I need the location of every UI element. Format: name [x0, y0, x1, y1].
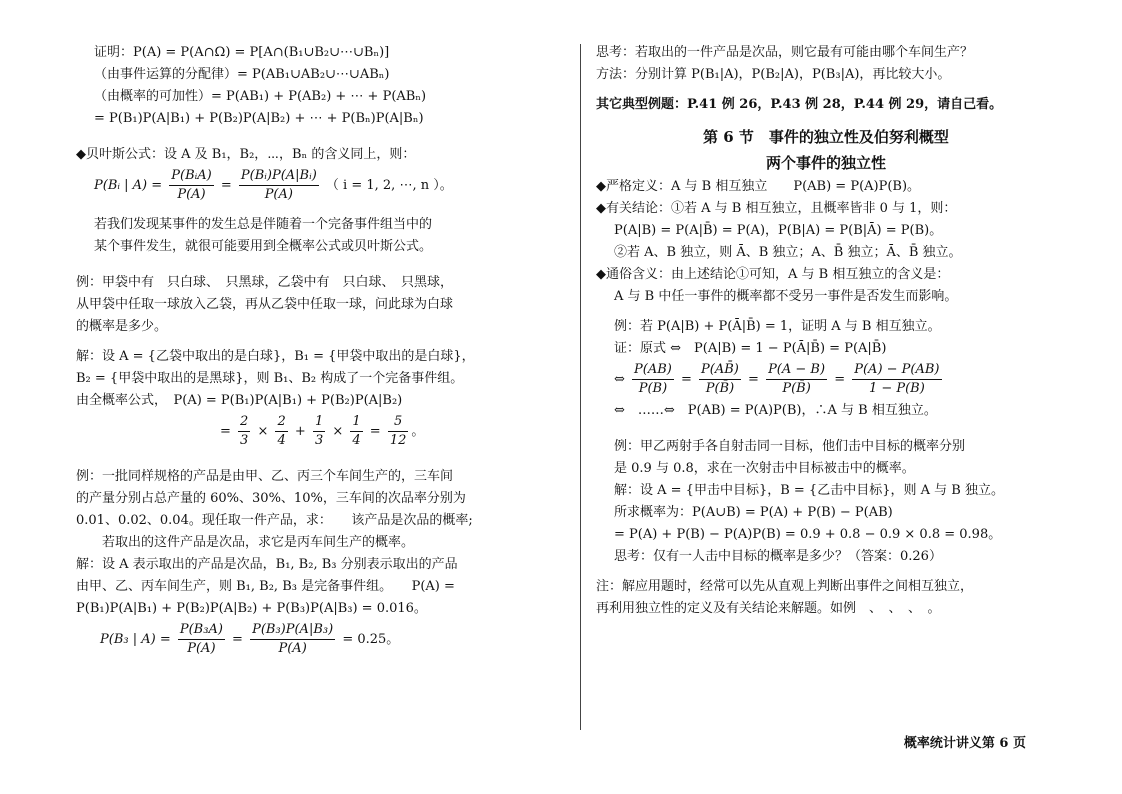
meaning-line: ◆通俗含义：由上述结论①可知，A 与 B 相互独立的含义是： — [596, 267, 950, 282]
other-examples: 其它典型例题：P.41 例 26，P.43 例 28，P.44 例 29，请自己看。 — [596, 97, 1003, 112]
example-1-line: 从甲袋中任取一球放入乙袋，再从乙袋中任取一球，问此球为白球 — [76, 297, 454, 312]
numerator: 2 — [238, 413, 250, 432]
numerator: P(A) − P(AB) — [852, 361, 941, 380]
solution-2-result: = 0.25。 — [342, 632, 400, 647]
example-4-line: 解：设 A = {甲击中目标}，B = {乙击中目标}，则 A 与 B 独立。 — [614, 483, 1004, 498]
fraction — [275, 413, 287, 450]
denominator: 3 — [314, 433, 324, 448]
note-line: 某个事件发生，就很可能要用到全概率公式或贝叶斯公式。 — [94, 239, 433, 254]
right-column — [596, 42, 1056, 620]
fraction — [388, 413, 409, 450]
proof-line: 证明：P(A) = P(A∩Ω) = P[A∩(B₁∪B₂∪⋯∪Bₙ)] — [94, 45, 390, 60]
numerator: 1 — [350, 413, 362, 432]
column-divider — [580, 44, 581, 730]
fraction — [313, 413, 325, 450]
solution-1-line: 解：设 A = {乙袋中取出的是白球}，B₁ = {甲袋中取出的是白球}， — [76, 349, 475, 364]
numerator: P(B₃A) — [178, 621, 225, 640]
sub-title: 两个事件的独立性 — [765, 154, 886, 172]
example-2-line: 0.01、0.02、0.04。现任取一件产品，求： 该产品是次品的概率; — [76, 513, 473, 528]
bayes-tail: （ i = 1, 2, ⋯, n ）。 — [325, 178, 453, 193]
example-4-line: 是 0.9 与 0.8，求在一次射击中目标被击中的概率。 — [614, 461, 915, 476]
proof-line: = P(B₁)P(A|B₁) + P(B₂)P(A|B₂) + ⋯ + P(Bₙ)P(A|Bₙ) — [94, 111, 424, 126]
denominator: P(B̄) — [705, 381, 735, 396]
denominator: P(B̄) — [782, 381, 811, 396]
example-2-line: 若取出的这件产品是次品，求它是丙车间生产的概率。 — [76, 535, 415, 550]
meaning-line: A 与 B 中任一事件的概率都不受另一事件是否发生而影响。 — [614, 289, 958, 304]
think-line: 思考：若取出的一件产品是次品，则它最有可能由哪个车间生产？ — [596, 45, 974, 60]
denominator: P(B) — [638, 381, 668, 396]
definition-line: ◆严格定义：A 与 B 相互独立 P(AB) = P(A)P(B)。 — [596, 179, 921, 194]
denominator: P(A) — [264, 187, 293, 202]
solution-2-lhs: P(B₃ | A) = — [100, 632, 171, 647]
solution-1-result: = $\frac{2}{3}$ × $\frac{2}{4}$ + $\frac{1}{3}$ × $\frac{1}{4}$ = $\frac{5}{12}$ 。 — [220, 414, 425, 448]
bayes-fraction-1 — [169, 167, 213, 204]
bayes-formula: P(Bᵢ | A) = $\frac{\text{P(BᵢA)}}{P(A)}$ = $\frac{\text{P(Bᵢ)P(A|Bᵢ)}}{P(A)}$ （ i = 1, 2, ⋯, n ）。 — [94, 168, 453, 202]
proof-line: （由事件运算的分配律）= P(AB₁∪AB₂∪⋯∪ABₙ) — [94, 67, 390, 82]
numerator: P(Bᵢ)P(A|Bᵢ) — [239, 167, 319, 186]
solution-1-line: 由全概率公式， P(A) = P(B₁)P(A|B₁) + P(B₂)P(A|B₂) — [76, 393, 403, 408]
fraction — [238, 413, 250, 450]
numerator: P(B₃)P(A|B₃) — [250, 621, 335, 640]
fraction — [766, 361, 827, 398]
example-3-line: ⇔ ……⇔ P(AB) = P(A)P(B)，∴A 与 B 相互独立。 — [614, 403, 937, 418]
bayes-fraction-2 — [239, 167, 319, 204]
numerator: 5 — [388, 413, 409, 432]
left-column — [76, 42, 516, 660]
page-footer: 概率统计讲义第 6 页 — [903, 736, 1026, 751]
example-2-line: 的产量分别占总产量的 60%、30%、10%，三车间的次品率分别为 — [76, 491, 466, 506]
denominator: P(A) — [187, 641, 216, 656]
fraction — [178, 621, 225, 658]
example-4-line: 所求概率为：P(A∪B) = P(A) + P(B) − P(AB) — [614, 505, 893, 520]
denominator: 4 — [352, 433, 361, 448]
conclusion-line: ②若 A、B 独立，则 Ā、B 独立；A、B̄ 独立；Ā、B̄ 独立。 — [614, 245, 962, 260]
example-3-fractions: ⇔ $\frac{P(AB)}{P(B)}$ = $\frac{P(AB̄)}{P(B̄)}$ = $\frac{P(A - B)}{P(B̄)}$ = $\frac{P(A) - P(AB)}{1 - P(B)}$ — [614, 362, 940, 396]
denominator: 3 — [240, 433, 249, 448]
example-4-line: = P(A) + P(B) − P(A)P(B) = 0.9 + 0.8 − 0.9 × 0.8 = 0.98。 — [614, 527, 1002, 542]
fraction — [350, 413, 362, 450]
solution-2-line: 由甲、乙、丙车间生产，则 B₁, B₂, B₃ 是完备事件组。 P(A) = — [76, 579, 455, 594]
solution-1-line: B₂ = {甲袋中取出的是黑球}，则 B₁、B₂ 构成了一个完备事件组。 — [76, 371, 464, 386]
note-line: 再利用独立性的定义及有关结论来解题。如例 、 、 、 。 — [596, 601, 941, 616]
fraction — [250, 621, 335, 658]
think-2: 思考：仅有一人击中目标的概率是多少？（答案：0.26） — [614, 549, 942, 564]
section-title: 第 6 节 事件的独立性及伯努利概型 — [703, 128, 949, 146]
example-1-line: 的概率是多少。 — [76, 319, 168, 334]
think-line: 方法：分别计算 P(B₁|A)，P(B₂|A)，P(B₃|A)，再比较大小。 — [596, 67, 951, 82]
numerator: P(AB̄) — [699, 361, 741, 380]
numerator: P(BᵢA) — [169, 167, 213, 186]
conclusion-line: ◆有关结论：①若 A 与 B 相互独立，且概率皆非 0 与 1，则： — [596, 201, 957, 216]
denominator: 4 — [277, 433, 286, 448]
proof-line: （由概率的可加性）= P(AB₁) + P(AB₂) + ⋯ + P(ABₙ) — [94, 89, 427, 104]
solution-2-line: 解：设 A 表示取出的产品是次品，B₁, B₂, B₃ 分别表示取出的产品 — [76, 557, 458, 572]
example-1-line: 例：甲袋中有 只白球、 只黑球，乙袋中有 只白球、 只黑球， — [76, 275, 454, 290]
example-2-line: 例：一批同样规格的产品是由甲、乙、丙三个车间生产的，三车间 — [76, 469, 454, 484]
numerator: P(A − B) — [766, 361, 827, 380]
solution-2-formula: P(B₃ | A) = $\frac{\text{P(B₃A)}}{P(A)}$ = $\frac{\text{P(B₃)P(A|B₃)}}{P(A)}$ = 0.25。 — [100, 622, 400, 656]
note-line: 注：解应用题时，经常可以先从直观上判断出事件之间相互独立， — [596, 579, 974, 594]
denominator: 1 − P(B) — [868, 381, 925, 396]
fraction — [852, 361, 941, 398]
denominator: 12 — [389, 433, 407, 448]
bayes-lhs: P(Bᵢ | A) = — [94, 178, 163, 193]
example-3-line: 例：若 P(A|B) + P(Ā|B̄) = 1，证明 A 与 B 相互独立。 — [614, 319, 941, 334]
example-3-line: 证：原式 ⇔ P(A|B) = 1 − P(Ā|B̄) = P(A|B̄) — [614, 341, 887, 356]
note-line: 若我们发现某事件的发生总是伴随着一个完备事件组当中的 — [94, 217, 433, 232]
example-4-line: 例：甲乙两射手各自射击同一目标，他们击中目标的概率分别 — [614, 439, 966, 454]
fraction — [632, 361, 674, 398]
numerator: P(AB) — [632, 361, 674, 380]
bayes-intro: ◆贝叶斯公式：设 A 及 B₁，B₂，⋯，Bₙ 的含义同上，则： — [76, 147, 416, 162]
solution-2-line: P(B₁)P(A|B₁) + P(B₂)P(A|B₂) + P(B₃)P(A|B₃) = 0.016。 — [76, 601, 427, 616]
numerator: 2 — [275, 413, 287, 432]
fraction — [699, 361, 741, 398]
denominator: P(A) — [278, 641, 307, 656]
numerator: 1 — [313, 413, 325, 432]
denominator: P(A) — [177, 187, 206, 202]
conclusion-line: P(A|B) = P(A|B̄) = P(A)，P(B|A) = P(B|Ā) = P(B)。 — [614, 223, 943, 238]
